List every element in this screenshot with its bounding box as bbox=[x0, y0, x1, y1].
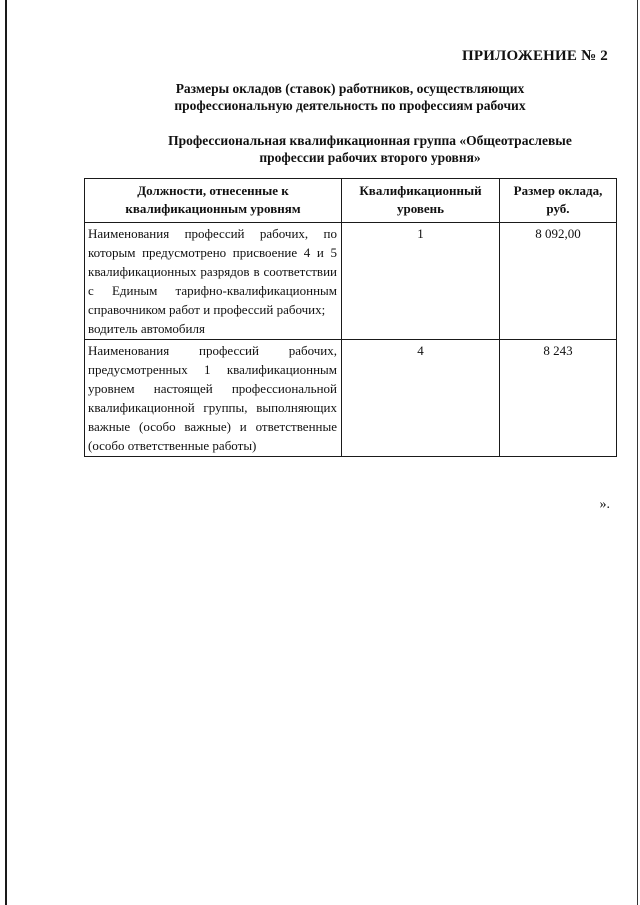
position-extra: водитель автомобиля bbox=[88, 321, 205, 336]
position-description: Наименования профессий рабочих, по которым предусмотрено присвоение 4 и 5 квалификационных разрядов в соответствии с Единым тарифно-квалификационным справочником работ и профессий рабочих; bbox=[88, 226, 337, 317]
table-row bbox=[85, 223, 617, 340]
scan-page-edge-right bbox=[637, 0, 638, 905]
scan-page-edge bbox=[5, 0, 7, 905]
header-qualification-level: Квалификационный уровень bbox=[342, 179, 500, 223]
document-title: Размеры окладов (ставок) работников, осуществляющих профессиональную деятельность по профессиям рабочих bbox=[174, 81, 526, 113]
qualification-group-title: Профессиональная квалификационная группа «Общеотраслевые профессии рабочих второго уровня» bbox=[168, 133, 572, 165]
position-description: Наименования профессий рабочих, предусмотренных 1 квалификационным уровнем настоящей профессиональной квалификационной группы, выполняющих важные (особо важные) и ответственные (особо ответственные работы) bbox=[88, 343, 337, 453]
position-cell bbox=[85, 340, 342, 457]
qualification-level-cell: 4 bbox=[342, 340, 500, 457]
qualification-level-cell: 1 bbox=[342, 223, 500, 340]
header-salary: Размер оклада, руб. bbox=[500, 179, 617, 223]
salary-cell: 8 243 bbox=[500, 340, 617, 457]
salary-table bbox=[84, 178, 617, 457]
position-cell bbox=[85, 223, 342, 340]
table-row bbox=[85, 340, 617, 457]
table-header-row bbox=[85, 179, 617, 223]
salary-cell: 8 092,00 bbox=[500, 223, 617, 340]
closing-quote-mark: ». bbox=[599, 497, 610, 512]
appendix-label: ПРИЛОЖЕНИЕ № 2 bbox=[461, 48, 608, 64]
header-position: Должности, отнесенные к квалификационным уровням bbox=[85, 179, 342, 223]
